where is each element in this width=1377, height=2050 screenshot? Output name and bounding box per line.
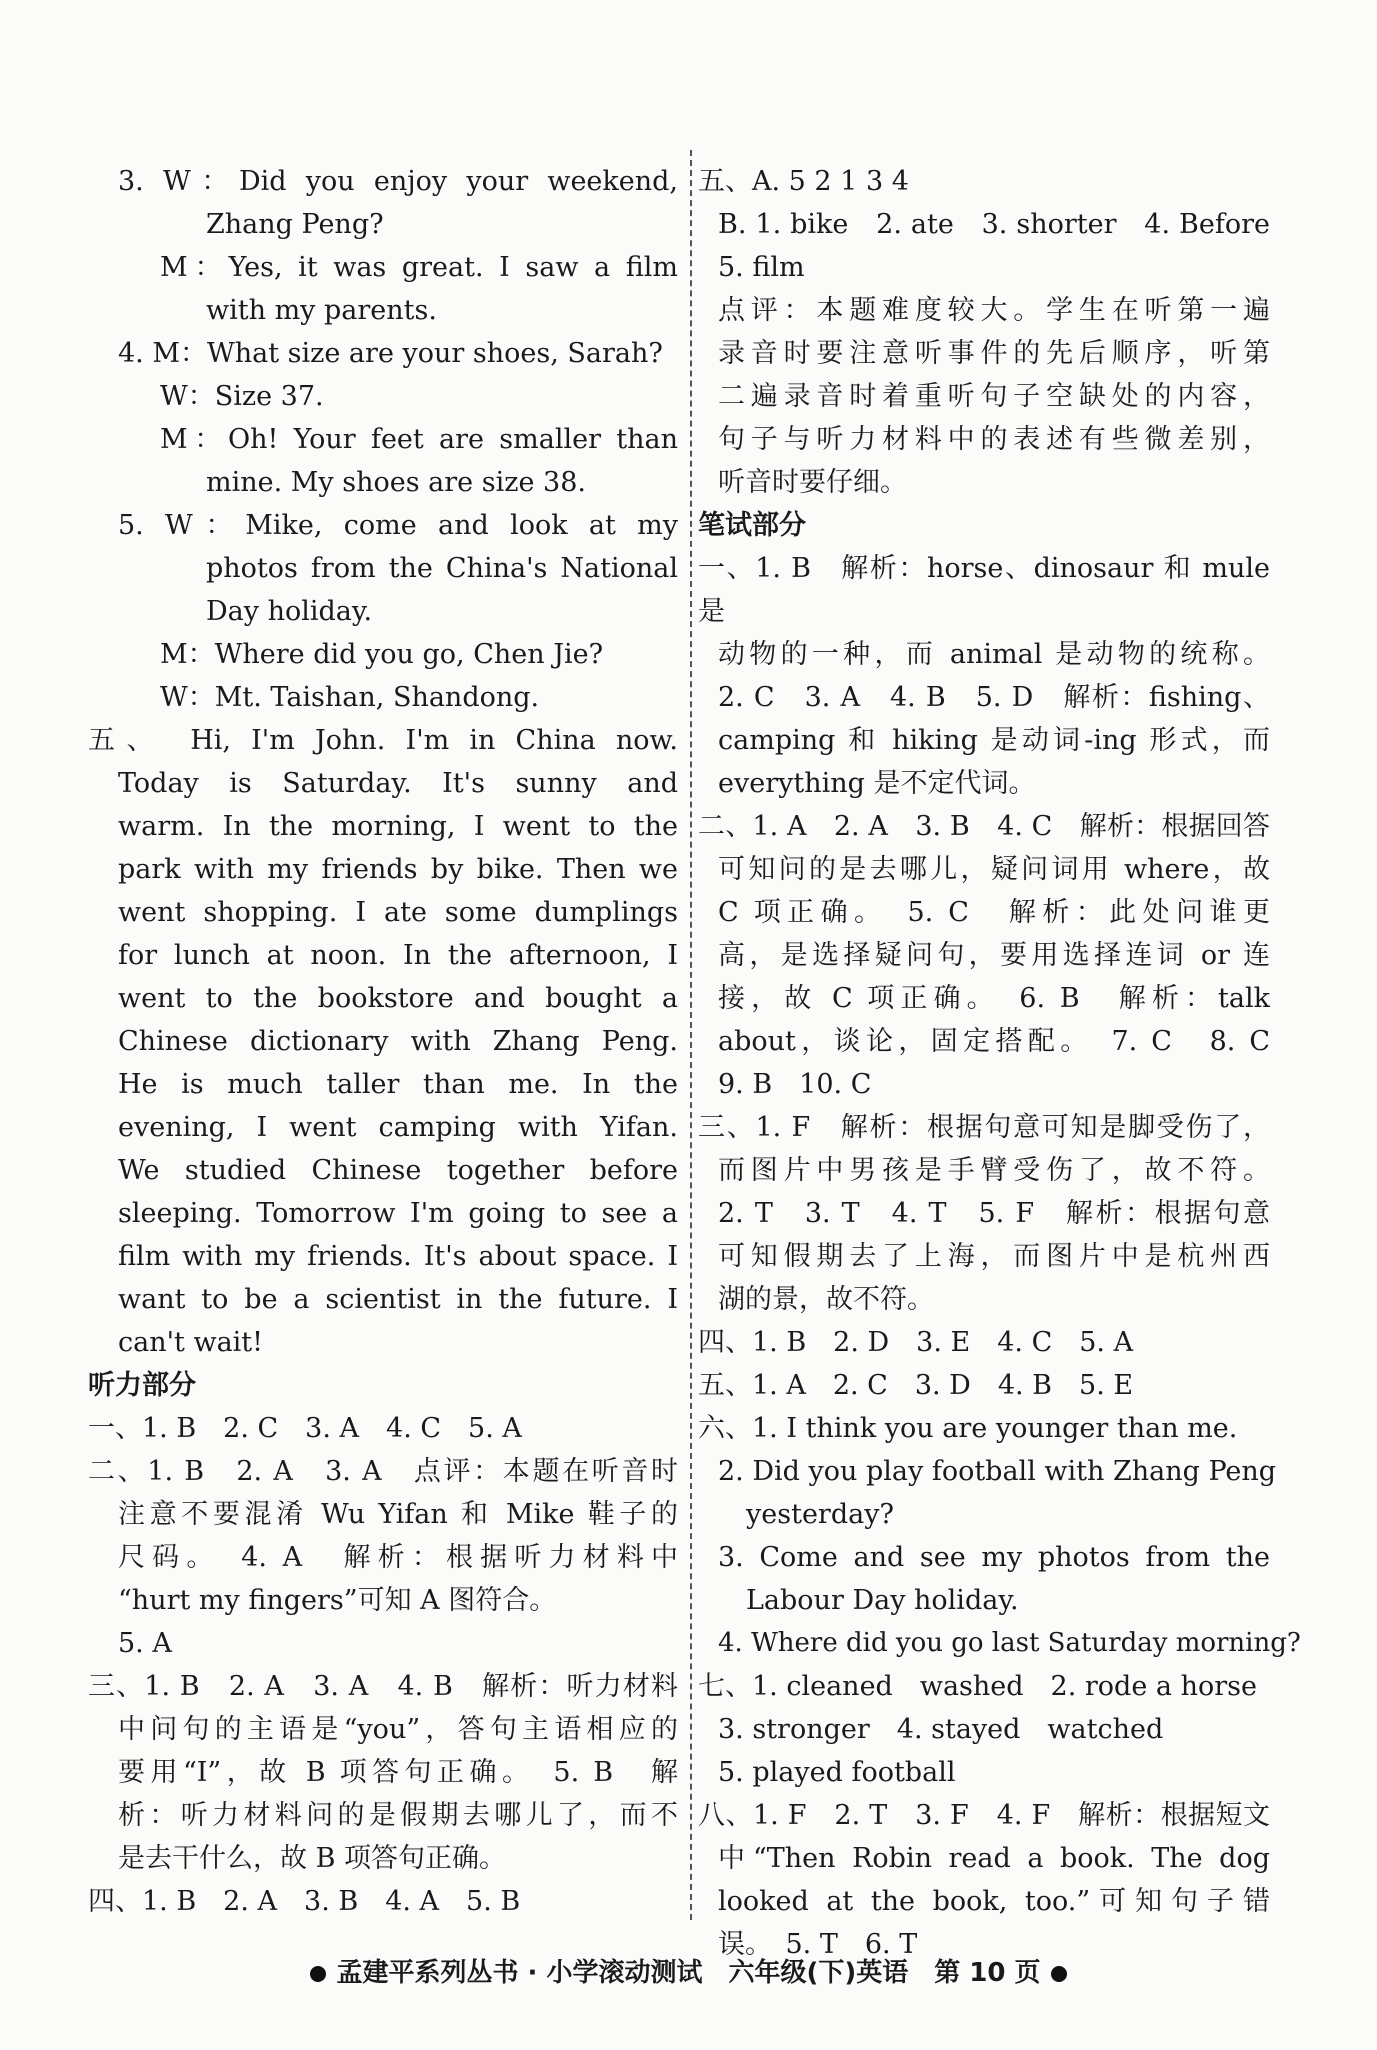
listening-part-5-answers — [698, 160, 1270, 504]
text-line: yesterday? — [746, 1499, 894, 1530]
text-line: 八、1. F 2. T 3. F 4. F 解析：根据短文 — [698, 1800, 1270, 1831]
text-line: sleeping. Tomorrow I'm going to see a — [118, 1198, 678, 1229]
writing-part-7 — [698, 1665, 1270, 1794]
text-line: 五、1. A 2. C 3. D 4. B 5. E — [698, 1370, 1134, 1401]
text-line: went to the bookstore and bought a — [118, 983, 678, 1014]
text-line: 三、1. F 解析：根据句意可知是脚受伤了， — [698, 1112, 1270, 1143]
text-line: Day holiday. — [206, 596, 373, 627]
text-line: 一、1. B 2. C 3. A 4. C 5. A — [88, 1413, 522, 1444]
text-line: 9. B 10. C — [718, 1069, 872, 1100]
text-line: 4. Where did you go last Saturday morning? — [718, 1628, 1301, 1658]
writing-section-title: 笔试部分 — [698, 510, 806, 541]
writing-part-3 — [698, 1106, 1270, 1321]
text-line: can't wait! — [118, 1327, 264, 1358]
text-line: 5. played football — [718, 1757, 956, 1788]
text-line: 误。 5. T 6. T — [718, 1929, 918, 1960]
text-line: B. 1. bike 2. ate 3. shorter 4. Before — [718, 209, 1270, 240]
text-line: M：Where did you go, Chen Jie? — [160, 639, 604, 670]
dialogue-5 — [118, 504, 678, 719]
text-line: 2. Did you play football with Zhang Peng — [718, 1456, 1277, 1487]
writing-part-1 — [698, 547, 1270, 805]
text-line: 2. T 3. T 4. T 5. F 解析：根据句意 — [718, 1198, 1270, 1229]
dialogue-3 — [118, 160, 678, 332]
text-line: 5. A — [118, 1628, 172, 1659]
writing-part-2 — [698, 805, 1270, 1106]
text-line: 六、1. I think you are younger than me. — [698, 1413, 1238, 1444]
text-line: C 项正确。 5. C 解析：此处问谁更 — [718, 897, 1270, 928]
text-line: warm. In the morning, I went to the — [118, 811, 678, 842]
text-line: Labour Day holiday. — [746, 1585, 1019, 1616]
text-line: 可知假期去了上海，而图片中是杭州西 — [718, 1241, 1270, 1272]
text-line: 三、1. B 2. A 3. A 4. B 解析：听力材料 — [88, 1671, 678, 1702]
text-line: M：Oh! Your feet are smaller than — [160, 424, 678, 455]
text-line: 五、 Hi, I'm John. I'm in China now. — [88, 725, 678, 756]
text-line: 接，故 C 项正确。 6. B 解析：talk — [718, 983, 1270, 1014]
text-line: 听音时要仔细。 — [718, 467, 907, 498]
text-line: 二、1. A 2. A 3. B 4. C 解析：根据回答 — [698, 811, 1270, 842]
column-divider — [690, 150, 692, 1920]
text-line: 动物的一种，而 animal 是动物的统称。 — [718, 639, 1270, 670]
bullet-icon — [1051, 1966, 1067, 1982]
text-line: about，谈论，固定搭配。 7. C 8. C — [718, 1026, 1270, 1057]
text-line: film with my friends. It's about space. I — [118, 1241, 678, 1272]
listening-part-3 — [88, 1665, 678, 1880]
text-line: 2. C 3. A 4. B 5. D 解析：fishing、 — [718, 682, 1270, 713]
dialogue-4 — [118, 332, 678, 504]
text-line: Zhang Peng? — [206, 209, 384, 240]
text-line: mine. My shoes are size 38. — [206, 467, 586, 498]
text-line: 注意不要混淆 Wu Yifan 和 Mike 鞋子的 — [118, 1499, 678, 1530]
text-line: 要用“I”，故 B 项答句正确。 5. B 解 — [118, 1757, 678, 1788]
text-line: with my parents. — [206, 295, 437, 326]
text-line: want to be a scientist in the future. I — [118, 1284, 678, 1315]
listening-section-title: 听力部分 — [88, 1370, 196, 1401]
text-line: 而图片中男孩是手臂受伤了，故不符。 — [718, 1155, 1270, 1186]
text-line: 四、1. B 2. D 3. E 4. C 5. A — [698, 1327, 1134, 1358]
text-line: 五、A. 5 2 1 3 4 — [698, 166, 909, 197]
text-line: Chinese dictionary with Zhang Peng. — [118, 1026, 678, 1057]
text-line: looked at the book, too.”可知句子错 — [718, 1886, 1270, 1917]
text-line: everything 是不定代词。 — [718, 768, 1036, 799]
bullet-icon — [310, 1966, 326, 1982]
text-line: 3. Come and see my photos from the — [718, 1542, 1270, 1573]
text-line: 七、1. cleaned washed 2. rode a horse — [698, 1671, 1257, 1702]
text-line: 5. W：Mike, come and look at my — [118, 510, 678, 541]
text-line: 湖的景，故不符。 — [718, 1284, 934, 1315]
footer-text: 孟建平系列丛书 · 小学滚动测试 六年级(下)英语 第 10 页 — [336, 1958, 1041, 1988]
text-line: 四、1. B 2. A 3. B 4. A 5. B — [88, 1886, 521, 1917]
text-line: for lunch at noon. In the afternoon, I — [118, 940, 678, 971]
listening-part-2 — [88, 1450, 678, 1665]
text-line: 中“Then Robin read a book. The dog — [718, 1843, 1270, 1874]
text-line: 是去干什么，故 B 项答句正确。 — [118, 1843, 507, 1874]
text-line: 析：听力材料问的是假期去哪儿了，而不 — [118, 1800, 678, 1831]
text-line: 可知问的是去哪儿，疑问词用 where，故 — [718, 854, 1270, 885]
text-line: 尺码。 4. A 解析：根据听力材料中 — [118, 1542, 678, 1573]
text-line: 5. film — [718, 252, 805, 283]
text-line: “hurt my fingers”可知 A 图符合。 — [118, 1585, 557, 1616]
text-line: 高，是选择疑问句，要用选择连词 or 连 — [718, 940, 1270, 971]
text-line: 句子与听力材料中的表述有些微差别， — [718, 424, 1270, 455]
text-line: W：Mt. Taishan, Shandong. — [160, 682, 540, 713]
writing-part-8 — [698, 1794, 1270, 1966]
text-line: evening, I went camping with Yifan. — [118, 1112, 678, 1143]
text-line: 二遍录音时着重听句子空缺处的内容， — [718, 381, 1270, 412]
right-column — [698, 160, 1301, 1966]
text-line: 二、1. B 2. A 3. A 点评：本题在听音时 — [88, 1456, 678, 1487]
listening-passage — [88, 719, 678, 1364]
text-line: went shopping. I ate some dumplings — [118, 897, 678, 928]
text-line: 中问句的主语是“you”，答句主语相应的 — [118, 1714, 678, 1745]
text-line: Today is Saturday. It's sunny and — [118, 768, 678, 799]
text-line: park with my friends by bike. Then we — [118, 854, 678, 885]
text-line: 4. M：What size are your shoes, Sarah? — [118, 338, 663, 369]
text-line: 点评：本题难度较大。学生在听第一遍 — [718, 295, 1270, 326]
writing-part-6 — [698, 1407, 1301, 1665]
text-line: 一、1. B 解析：horse、dinosaur 和 mule 是 — [698, 553, 1270, 627]
left-column — [88, 160, 678, 1923]
text-line: M：Yes, it was great. I saw a film — [160, 252, 678, 283]
text-line: 录音时要注意听事件的先后顺序，听第 — [718, 338, 1270, 369]
text-line: He is much taller than me. In the — [118, 1069, 678, 1100]
text-line: 3. W：Did you enjoy your weekend, — [118, 166, 678, 197]
text-line: W：Size 37. — [160, 381, 324, 412]
text-line: camping 和 hiking 是动词-ing 形式，而 — [718, 725, 1270, 756]
page-footer — [0, 1952, 1377, 1989]
text-line: We studied Chinese together before — [118, 1155, 678, 1186]
text-line: photos from the China's National — [206, 553, 678, 584]
text-line: 3. stronger 4. stayed watched — [718, 1714, 1164, 1745]
